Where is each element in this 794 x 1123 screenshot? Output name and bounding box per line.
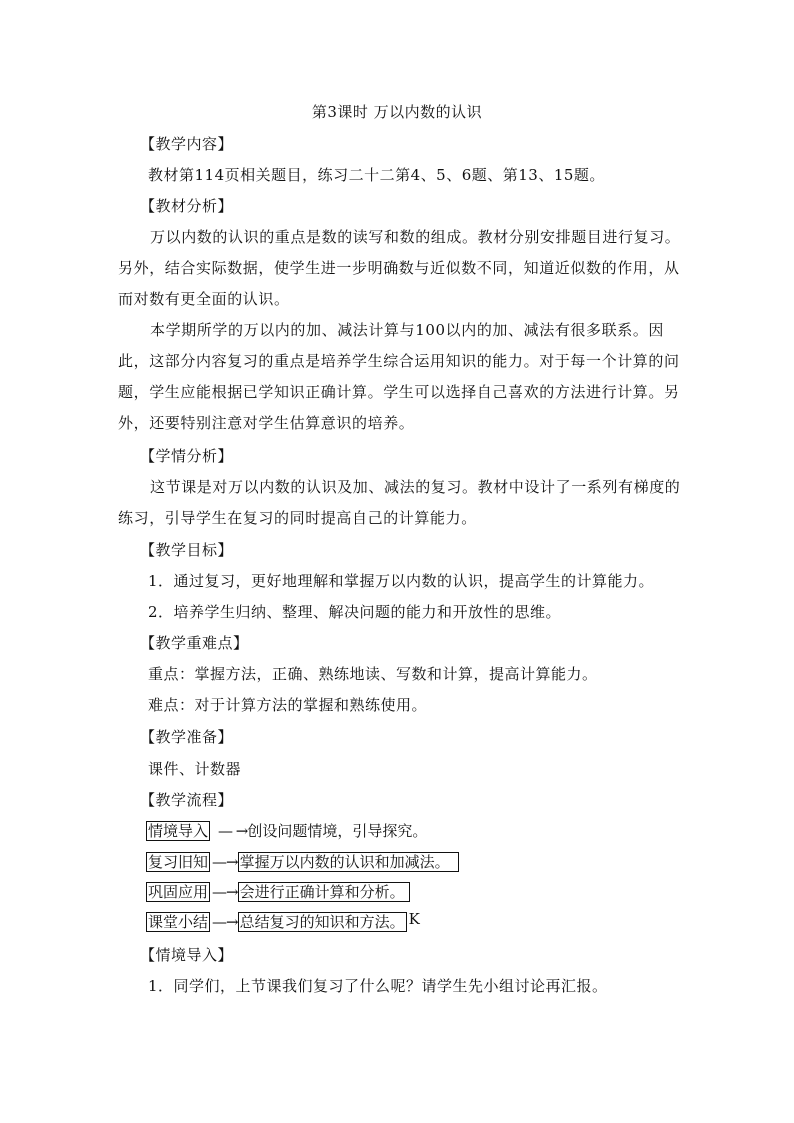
flow-step-desc: 会进行正确计算和分析。	[238, 882, 410, 902]
flow-step-box: 复习旧知	[148, 853, 209, 871]
flow-step-box: 巩固应用	[148, 883, 209, 901]
section-heading-goals: 【教学目标】	[140, 541, 234, 559]
difficulty-text: 难点：对于计算方法的掌握和熟练使用。	[148, 696, 428, 714]
flow-step-desc: 总结复习的知识和方法。	[239, 913, 405, 931]
flow-arrow-icon: — →	[218, 822, 248, 840]
flow-arrow-icon: —→	[212, 883, 238, 901]
flow-step-box: 课堂小结	[148, 913, 209, 931]
intro-item-1: 1．同学们，上节课我们复习了什么呢？请学生先小组讨论再汇报。	[148, 977, 608, 995]
section-heading-flow: 【教学流程】	[140, 791, 234, 809]
section-heading-keypoints: 【教学重难点】	[140, 634, 249, 652]
section-heading-analysis: 【教材分析】	[140, 197, 234, 215]
section-heading-prep: 【教学准备】	[140, 728, 234, 746]
page-title: 第3课时 万以内数的认识	[311, 103, 483, 121]
flow-step-box: 情境导入	[148, 822, 209, 840]
section-heading-intro: 【情境导入】	[140, 946, 234, 964]
content-text: 教材第114页相关题目，练习二十二第4、5、6题、第13、15题。	[148, 166, 605, 184]
prep-text: 课件、计数器	[148, 760, 242, 778]
student-paragraph: 这节课是对万以内数的认识及加、减法的复习。教材中设计了一系列有梯度的练习，引导学生在复习的同时提高自己的计算能力。	[118, 478, 681, 527]
keypoint-text: 重点：掌握方法，正确、熟练地读、写数和计算，提高计算能力。	[148, 665, 598, 683]
flow-arrow-icon: —→	[212, 853, 238, 871]
analysis-block	[118, 222, 688, 439]
flow-row-intro	[146, 820, 427, 842]
flow-row-apply	[146, 881, 410, 903]
student-block	[118, 472, 688, 534]
goal-item-2: 2．培养学生归纳、整理、解决问题的能力和开放性的思维。	[148, 603, 562, 621]
flow-mark: K	[408, 910, 420, 928]
flow-step-desc: 掌握万以内数的认识和加减法。	[238, 852, 459, 872]
flow-row-review	[146, 851, 459, 873]
flow-row-summary	[146, 911, 420, 933]
flow-step-desc: 创设问题情境，引导探究。	[247, 822, 428, 840]
goal-item-1: 1．通过复习，更好地理解和掌握万以内数的认识，提高学生的计算能力。	[148, 572, 655, 590]
section-heading-student: 【学情分析】	[140, 447, 234, 465]
section-heading-content: 【教学内容】	[140, 135, 234, 153]
flow-arrow-icon: —→	[212, 913, 238, 931]
analysis-paragraph-2: 本学期所学的万以内的加、减法计算与100以内的加、减法有很多联系。因此，这部分内容复习的重点是培养学生综合运用知识的能力。对于每一个计算的问题，学生应能根据已学知识正确计算。学生可以选择自己喜欢的方法进行计算。另外，还要特别注意对学生估算意识的培养。	[118, 321, 680, 432]
analysis-paragraph-1: 万以内数的认识的重点是数的读写和数的组成。教材分别安排题目进行复习。另外，结合实际数据，使学生进一步明确数与近似数不同，知道近似数的作用，从而对数有更全面的认识。	[118, 228, 681, 308]
